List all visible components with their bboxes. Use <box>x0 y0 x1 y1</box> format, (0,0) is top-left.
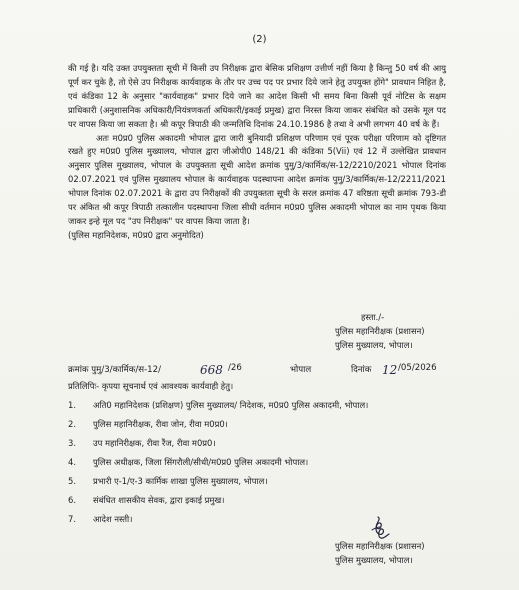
signature-block-1 <box>335 311 425 353</box>
order-body <box>68 62 446 243</box>
signatory-office: पुलिस मुख्यालय, भोपाल। <box>335 339 413 350</box>
handwritten-signature-icon <box>368 515 392 541</box>
reference-place: भोपाल <box>290 365 312 375</box>
copy-to-heading: प्रतिलिपिः- कृपया सूचनार्थ एवं आवश्यक कार्यवाही हेतु। <box>68 381 234 391</box>
paragraph-continuation: की गई है। यदि उक्त उपयुक्तता सूची में किसी उप निरीक्षक द्वारा बेसिक प्रशिक्षण उत्तीर्ण नहीं किया है किन्तु 50 वर्ष की आयु पूर्ण कर चुके है, तो ऐसे उप निरीक्षक कार्यवाहक के तौर पर उच्च पद पर प्रभार दिये जाने हेतु उपयुक्त होंगे" प्रावधान निहित है, एवं कंडिका 12 के अनुसार "कार्यवाहक" प्रभार दिये जाने का आदेश किसी भी समय बिना किसी पूर्व नोटिस के सक्षम प्राधिकारी (अनुशासनिक अधिकारी/नियंत्रणकर्ता अधिकारी/इकाई प्रमुख) द्वारा निरस्त किया जाकर संबंधित को उसके मूल पद पर वापस किया जा सकता है। श्री कपूर त्रिपाठी की जन्मतिथि दिनांक 24.10.1986 है तथा वे अभी लगभग 40 वर्ष के हैं। <box>68 63 446 129</box>
page-number: (2) <box>252 34 267 45</box>
signatory-designation: पुलिस महानिरीक्षक (प्रशासन) <box>335 325 425 336</box>
paragraph-order: अतः म0प्र0 पुलिस अकादमी भोपाल द्वारा जारी बुनियादी प्रशिक्षण परिणाम एवं पूरक परीक्षा परिणाम को दृष्टिगत रखते हुए म0प्र0 पुलिस मुख्यालय, भोपाल द्वारा जीओपी0 148/21 की कंडिका 5(Vii) एवं 12 में उल्लेखित प्रावधान अनुसार पुलिस मुख्यालय, भोपाल के उपयुक्तता सूची आदेश क्रमांक पुमु/3/कार्मिक/स-12/2210/2021 भोपाल दिनांक 02.07.2021 एवं पुलिस मुख्यालय भोपाल के कार्यवाहक पदस्थापना आदेश क्रमांक पुमु/3/कार्मिक/स-12/2211/2021 भोपाल दिनांक 02.07.2021 के द्वारा उप निरीक्षकों की उपयुक्तता सूची के सरल क्रमांक 47 वरिष्ठता सूची क्रमांक 793-डी पर अंकित श्री कपूर त्रिपाठी तत्कालीन पदस्थापना जिला सीधी वर्तमान म0प्र0 पुलिस अकादमी भोपाल का नाम पृथक किया जाकर इन्हे मूल पद "उप निरीक्षक" पर वापस किया जाता है। <box>68 132 446 226</box>
handwritten-day: 12 <box>382 363 398 377</box>
signature-block-2 <box>335 539 425 567</box>
signed-mark: हस्ता./- <box>361 312 385 322</box>
date-label: दिनांक <box>351 365 372 375</box>
handwritten-number: 668 <box>200 363 223 377</box>
reference-year: /26 <box>228 363 242 373</box>
reference-line <box>68 363 448 379</box>
approval-note: (पुलिस महानिदेशक, म0प्र0 द्वारा अनुमोदित) <box>68 229 204 240</box>
document-page: (2) की गई है। यदि उक्त उपयुक्तता सूची में किसी उप निरीक्षक द्वारा बेसिक प्रशिक्षण उत्तीर्ण नहीं किया है किन्तु 50 वर्ष की आयु पूर्ण कर चुके है, तो ऐसे उप निरीक्षक कार्यवाहक के तौर पर उच्च पद पर प्रभार दिये जाने हेतु उपयुक्त होंगे" प्रावधान निहित है, एवं कंडिका 12 के अनुसार "कार्यवाहक" प्रभार दिये जाने का आदेश किसी भी समय बिना किसी पूर्व नोटिस के सक्षम प्राधिकारी (अनुशासनिक अधिकारी/नियंत्रणकर्ता अधिकारी/इकाई प्रमुख) द्वारा निरस्त किया जाकर संबंधित को उसके मूल पद पर वापस किया जा सकता है। श्री कपूर त्रिपाठी की जन्मतिथि दिनांक 24.10.1986 है तथा वे अभी लगभग 40 वर्ष के हैं। अतः म0प्र0 पुलिस अकादमी भोपाल द्वारा जारी बुनियादी प्रशिक्षण परिणाम एवं पूरक परीक्षा परिणाम को दृष्टिगत रखते हुए म0प्र0 पुलिस मुख्यालय, भोपाल द्वारा जीओपी0 148/21 की कंडिका 5(Vii) एवं 12 में उल्लेखित प्रावधान अनुसार पुलिस मुख्यालय, भोपाल के उपयुक्तता सूची आदेश क्रमांक पुमु/3/कार्मिक/स-12/2210/2021 भोपाल दिनांक 02.07.2021 एवं पुलिस मुख्यालय भोपाल के कार्यवाहक पदस्थापना आदेश क्रमांक पुमु/3/कार्मिक/स-12/2211/2021 भोपाल दिनांक 02.07.2021 के द्वारा उप निरीक्षकों की उपयुक्तता सूची के सरल क्रमांक 47 वरिष्ठता सूची क्रमांक 793-डी पर अंकित श्री कपूर त्रिपाठी तत्कालीन पदस्थापना जिला सीधी वर्तमान म0प्र0 पुलिस अकादमी भोपाल का नाम पृथक किया जाकर इन्हे मूल पद "उप निरीक्षक" पर वापस किया जाता है। (पुलिस महानिदेशक, म0प्र0 द्वारा अनुमोदित) हस्ता./- पुलिस महानिरीक्षक (प्रशासन) पुलिस मुख्यालय, भोपाल। क्रमांक पुमु/3/कार्मिक/स-12/ 668 /26 भोपाल दिनांक 12 /05/2026 प्रतिलिपिः- कृपया सूचनार्थ एवं आवश्यक कार्यवाही हेतु। 1. अति0 महानिदेशक (प्रशिक्षण) पुलिस मुख्यालय/ निदेशक, म0प्र0 पुलिस अकादमी, भोपाल। 2. पुलिस महानिरीक्षक, रीवा जोन, रीवा म0प्र0। 3. उप महानिरीक्षक, रीवा रैंज, रीवा म0प्र0। 4. पुलिस अधीक्षक, जिला सिंगरौली/सीधी/म0प्र0 पुलिस अकादमी भोपाल। 5. प्रभारी ए-1/ए-3 कार्मिक शाखा पुलिस मुख्यालय, भोपाल। 6. संबंधित शासकीय सेवक, द्वारा इकाई प्रमुख। 7. आदेश नस्ती। पुलिस महानिरीक्षक (प्रशासन) पुलिस मुख्यालय, भोपाल। <box>0 0 519 590</box>
date-rest: /05/2026 <box>398 363 437 373</box>
signatory-designation: पुलिस महानिरीक्षक (प्रशासन) <box>335 541 425 551</box>
signatory-office: पुलिस मुख्यालय, भोपाल। <box>335 555 413 565</box>
reference-prefix: क्रमांक पुमु/3/कार्मिक/स-12/ <box>68 365 162 375</box>
